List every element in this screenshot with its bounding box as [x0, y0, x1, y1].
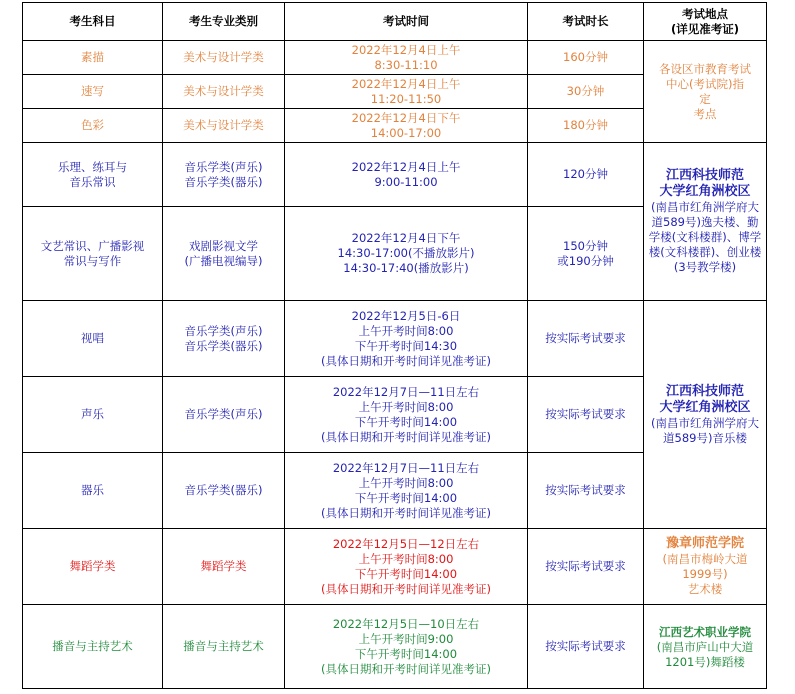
time-cell — [285, 41, 528, 75]
time-line: 下午开考时间14:00 — [354, 566, 458, 581]
header-time: 考试时间 — [285, 3, 528, 41]
time-line: 上午开考时间8:00 — [358, 399, 454, 414]
time-line: (具体日期和开考时间详见准考证) — [321, 429, 491, 444]
location-line: 各设区市教育考试 — [659, 61, 751, 76]
subject-cell — [23, 207, 163, 301]
time-line: 8:30-11:10 — [374, 57, 438, 72]
time-cell — [285, 377, 528, 453]
subject-cell: 声乐 — [23, 377, 163, 453]
table-row — [23, 143, 767, 207]
time-line: 下午开考时间14:00 — [354, 646, 458, 661]
duration-line: 150分钟 — [563, 238, 608, 253]
header-location-line1: 考试地点 — [682, 6, 728, 21]
time-line: 2022年12月4日下午 — [351, 110, 461, 125]
major-line: 音乐学类(器乐) — [184, 174, 263, 189]
location-cell-music — [644, 301, 767, 529]
location-title: 大学红角洲校区 — [659, 399, 751, 415]
location-title: 江西科技师范 — [665, 168, 744, 183]
time-line: 2022年12月7日—11日左右 — [332, 384, 480, 399]
subject-cell: 速写 — [23, 75, 163, 109]
time-cell — [285, 143, 528, 207]
time-line: 2022年12月4日上午 — [351, 159, 461, 174]
time-line: 2022年12月4日上午 — [351, 76, 461, 91]
location-title: 江西艺术职业学院 — [659, 624, 751, 639]
location-detail: 1999号) — [682, 567, 728, 581]
major-cell: 播音与主持艺术 — [163, 605, 285, 689]
subject-line: 音乐常识 — [69, 174, 116, 189]
time-line: 2022年12月4日上午 — [351, 42, 461, 57]
table-row — [23, 605, 767, 689]
time-line: 14:30-17:40(播放影片) — [343, 261, 469, 275]
subject-line: 常识与写作 — [63, 253, 122, 268]
location-detail: (南昌市红角洲学府大道589号)逸夫楼、勤学楼(文科楼群)、博学楼(文科楼群)、创业楼(3号教学楼) — [648, 200, 762, 274]
header-location-line2: (详见准考证) — [670, 21, 739, 36]
duration-line: 或190分钟 — [557, 253, 614, 268]
time-line: 9:00-11:00 — [374, 174, 438, 189]
time-line: 上午开考时间9:00 — [358, 631, 454, 646]
duration-cell: 180分钟 — [528, 109, 644, 143]
time-line: 上午开考时间8:00 — [358, 475, 454, 490]
time-line: 2022年12月5日—10日左右 — [332, 616, 480, 631]
time-line: (具体日期和开考时间详见准考证) — [321, 353, 491, 368]
time-cell — [285, 453, 528, 529]
table-row — [23, 41, 767, 75]
time-line: 14:00-17:00 — [370, 125, 442, 140]
time-line: 下午开考时间14:30 — [354, 338, 458, 353]
major-cell: 美术与设计学类 — [163, 41, 285, 75]
time-cell — [285, 301, 528, 377]
location-cell-art — [644, 41, 767, 143]
time-line: 2022年12月5日-6日 — [351, 308, 461, 323]
major-line: 戏剧影视文学 — [189, 238, 258, 253]
location-line: 中心(考试院)指 — [666, 76, 744, 91]
duration-cell: 按实际考试要求 — [528, 529, 644, 605]
time-line: (具体日期和开考时间详见准考证) — [321, 505, 491, 520]
subject-cell: 器乐 — [23, 453, 163, 529]
time-line: 上午开考时间8:00 — [358, 323, 454, 338]
major-cell — [163, 143, 285, 207]
major-cell: 音乐学类(器乐) — [163, 453, 285, 529]
location-line: 定 — [699, 91, 711, 106]
time-line: 14:30-17:00(不播放影片) — [337, 246, 475, 260]
time-line: 11:20-11:50 — [370, 91, 442, 106]
major-cell: 舞蹈学类 — [163, 529, 285, 605]
subject-cell: 视唱 — [23, 301, 163, 377]
duration-cell — [528, 207, 644, 301]
major-cell: 音乐学类(声乐) — [163, 377, 285, 453]
time-cell — [285, 75, 528, 109]
location-cell-broadcast — [644, 605, 767, 689]
time-line: (具体日期和开考时间详见准考证) — [321, 581, 491, 596]
subject-cell: 舞蹈学类 — [23, 529, 163, 605]
location-title: 大学红角洲校区 — [659, 184, 751, 199]
table-row — [23, 301, 767, 377]
time-cell — [285, 605, 528, 689]
duration-cell: 按实际考试要求 — [528, 605, 644, 689]
time-line: 2022年12月7日—11日左右 — [332, 460, 480, 475]
subject-line: 文艺常识、广播影视 — [40, 238, 145, 253]
time-line: 2022年12月5日—12日左右 — [332, 536, 480, 551]
header-subject: 考生科目 — [23, 3, 163, 41]
duration-cell: 30分钟 — [528, 75, 644, 109]
location-title: 豫章师范学院 — [665, 536, 744, 551]
major-cell — [163, 207, 285, 301]
time-cell — [285, 207, 528, 301]
location-cell-dance — [644, 529, 767, 605]
duration-cell: 160分钟 — [528, 41, 644, 75]
location-cell-theory — [644, 143, 767, 301]
major-cell: 美术与设计学类 — [163, 109, 285, 143]
major-cell — [163, 301, 285, 377]
location-detail: (南昌市红角洲学府大道589号)音乐楼 — [651, 415, 759, 445]
table-row — [23, 529, 767, 605]
duration-cell: 按实际考试要求 — [528, 453, 644, 529]
location-detail: (南昌市庐山中大道1201号)舞蹈楼 — [656, 639, 754, 669]
subject-cell: 播音与主持艺术 — [23, 605, 163, 689]
time-line: 2022年12月4日下午 — [351, 231, 461, 245]
exam-schedule-table — [22, 2, 767, 689]
duration-cell: 按实际考试要求 — [528, 301, 644, 377]
subject-line: 乐理、练耳与 — [58, 159, 127, 174]
major-cell: 美术与设计学类 — [163, 75, 285, 109]
major-line: (广播电视编导) — [184, 253, 263, 268]
time-cell — [285, 529, 528, 605]
header-location — [644, 3, 767, 41]
location-title: 江西科技师范 — [665, 383, 744, 399]
major-line: 音乐学类(声乐) — [184, 159, 263, 174]
time-line: (具体日期和开考时间详见准考证) — [321, 661, 491, 676]
location-detail: (南昌市梅岭大道 — [662, 552, 748, 566]
major-line: 音乐学类(声乐) — [184, 323, 263, 338]
header-major: 考生专业类别 — [163, 3, 285, 41]
duration-cell: 120分钟 — [528, 143, 644, 207]
location-line: 考点 — [693, 106, 717, 121]
location-detail: 艺术楼 — [687, 582, 723, 596]
header-duration: 考试时长 — [528, 3, 644, 41]
header-row — [23, 3, 767, 41]
major-line: 音乐学类(器乐) — [184, 338, 263, 353]
duration-cell: 按实际考试要求 — [528, 377, 644, 453]
subject-cell — [23, 143, 163, 207]
time-line: 上午开考时间8:00 — [358, 551, 454, 566]
time-line: 下午开考时间14:00 — [354, 414, 458, 429]
time-cell — [285, 109, 528, 143]
subject-cell: 素描 — [23, 41, 163, 75]
time-line: 下午开考时间14:00 — [354, 490, 458, 505]
subject-cell: 色彩 — [23, 109, 163, 143]
